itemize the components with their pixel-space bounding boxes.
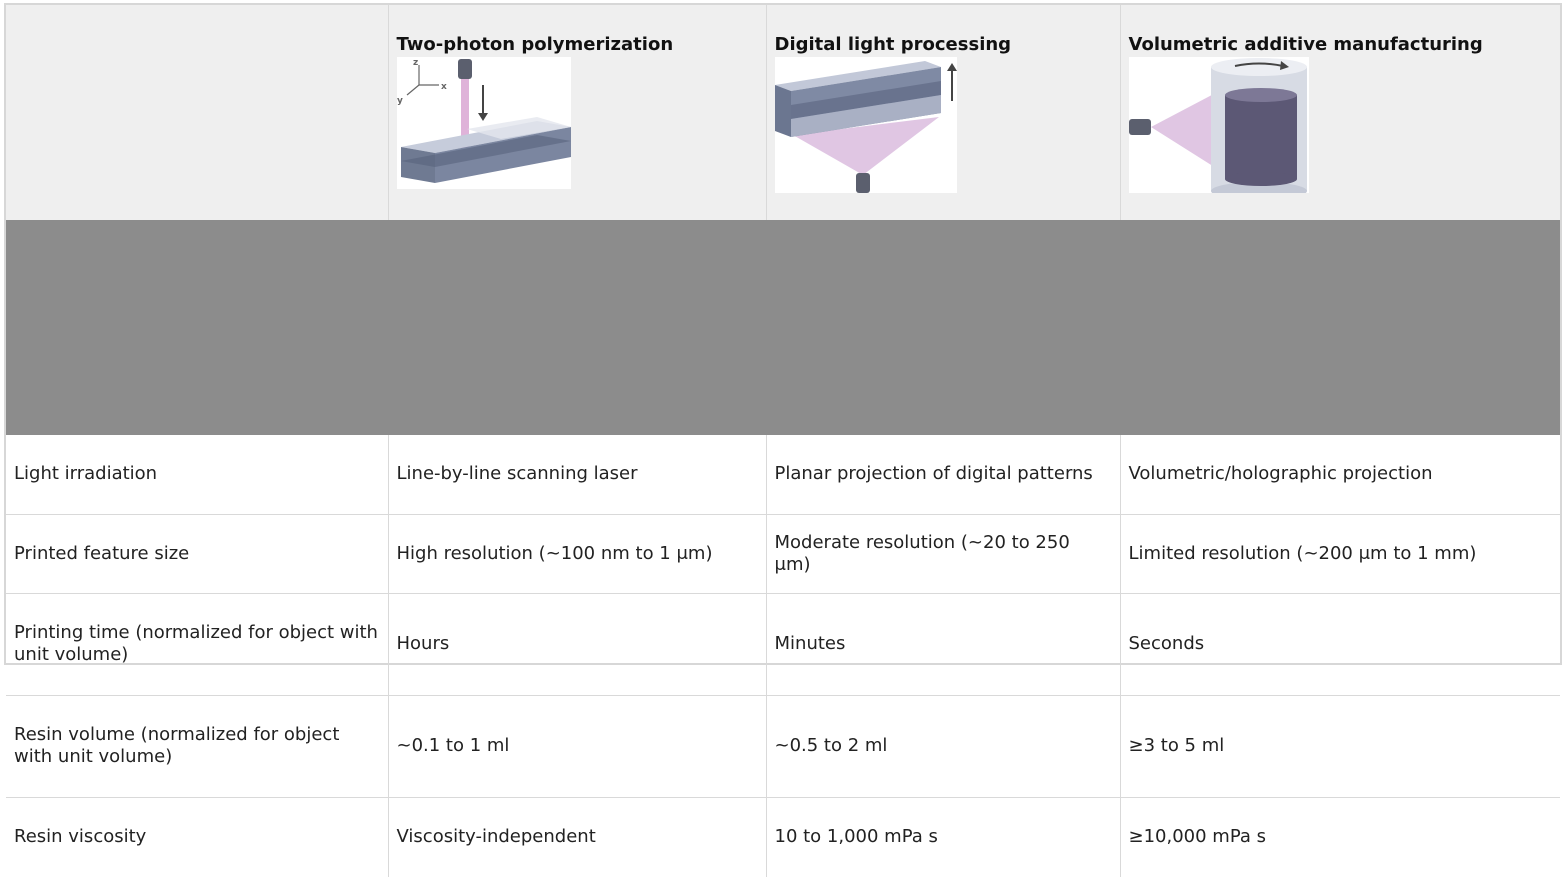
table-row bbox=[6, 514, 1560, 593]
cell-two-photon: Line-by-line scanning laser bbox=[388, 435, 766, 514]
cell-digital-light: Minutes bbox=[766, 593, 1120, 695]
header-row bbox=[6, 5, 1560, 220]
table-row bbox=[6, 797, 1560, 877]
cell-two-photon: Hours bbox=[388, 593, 766, 695]
cell-two-photon: High resolution (~100 nm to 1 μm) bbox=[388, 514, 766, 593]
header-digital-light bbox=[766, 5, 1120, 220]
cell-volumetric: ≥3 to 5 ml bbox=[1120, 695, 1560, 797]
comparison-table bbox=[4, 3, 1562, 848]
cell-volumetric: Limited resolution (~200 μm to 1 mm) bbox=[1120, 514, 1560, 593]
row-label: Printing time (normalized for object with unit volume) bbox=[6, 593, 388, 695]
cell-digital-light: ~0.5 to 2 ml bbox=[766, 695, 1120, 797]
digital-light-illustration bbox=[775, 57, 957, 193]
table-row bbox=[6, 593, 1560, 695]
header-empty-cell bbox=[6, 5, 388, 220]
table-row bbox=[6, 435, 1560, 514]
header-volumetric bbox=[1120, 5, 1560, 220]
axis-y-label: y bbox=[396, 96, 403, 106]
cell-digital-light: Moderate resolution (~20 to 250 μm) bbox=[766, 514, 1120, 593]
header-separator bbox=[6, 220, 1560, 435]
cell-volumetric: Seconds bbox=[1120, 593, 1560, 695]
cell-digital-light: 10 to 1,000 mPa s bbox=[766, 797, 1120, 877]
two-photon-illustration bbox=[397, 57, 571, 189]
header-volumetric-title: Volumetric additive manufacturing bbox=[1128, 34, 1483, 55]
cell-two-photon: ~0.1 to 1 ml bbox=[388, 695, 766, 797]
header-two-photon-title: Two-photon polymerization bbox=[396, 34, 674, 55]
header-digital-light-title: Digital light processing bbox=[774, 34, 1012, 55]
axis-x-label: x bbox=[440, 82, 447, 92]
cell-two-photon: Viscosity-independent bbox=[388, 797, 766, 877]
cell-volumetric: Volumetric/holographic projection bbox=[1120, 435, 1560, 514]
row-label: Light irradiation bbox=[6, 435, 388, 514]
row-label: Resin volume (normalized for object with unit volume) bbox=[6, 695, 388, 797]
axis-z-label: z bbox=[412, 58, 418, 68]
cell-digital-light: Planar projection of digital patterns bbox=[766, 435, 1120, 514]
row-label: Resin viscosity bbox=[6, 797, 388, 877]
header-two-photon bbox=[388, 5, 766, 220]
cell-volumetric: ≥10,000 mPa s bbox=[1128, 826, 1266, 848]
volumetric-illustration bbox=[1129, 57, 1309, 193]
table-row bbox=[6, 695, 1560, 797]
row-label: Printed feature size bbox=[6, 514, 388, 593]
